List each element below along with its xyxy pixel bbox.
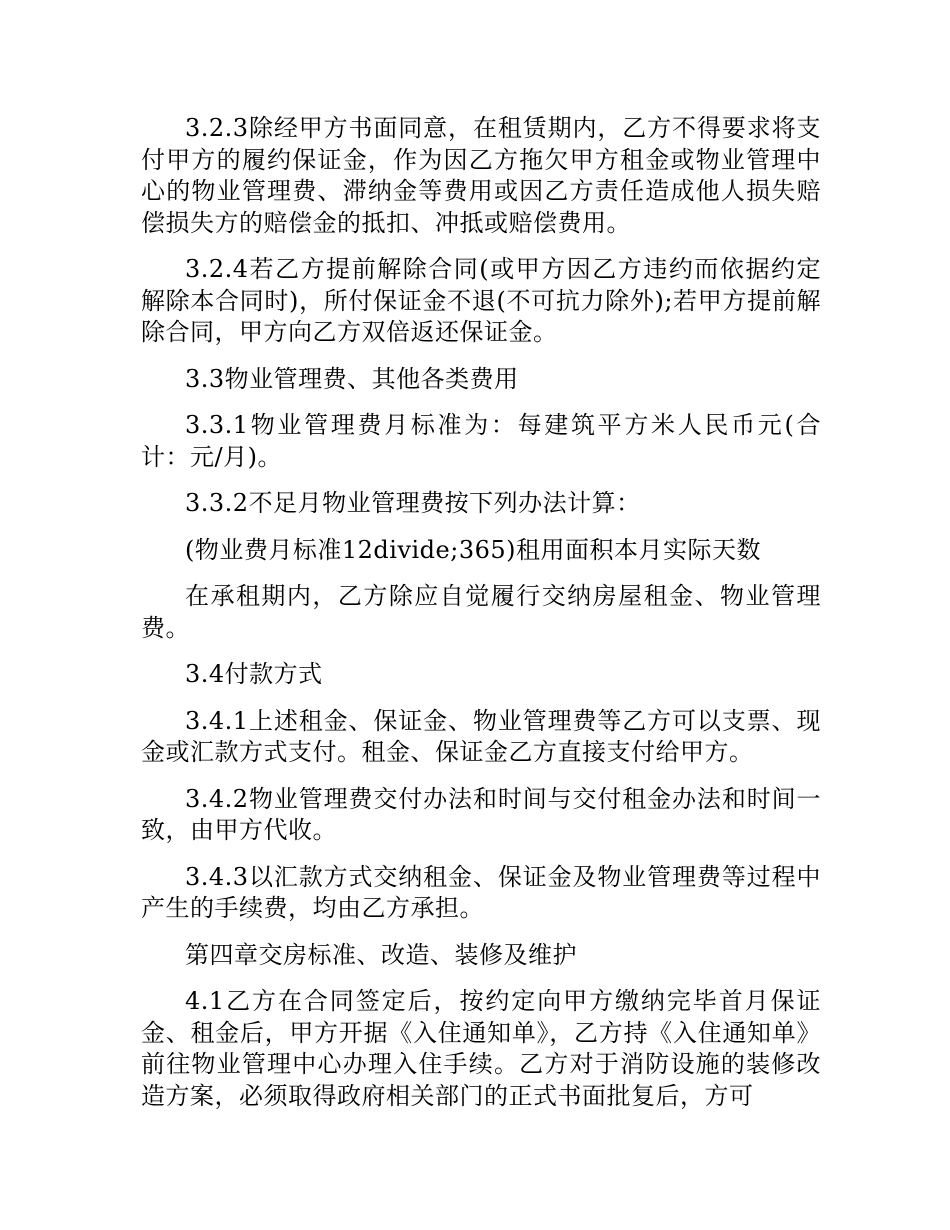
paragraph-3-4-1: 3.4.1上述租金、保证金、物业管理费等乙方可以支票、现金或汇款方式支付。租金、保证金乙方直接支付给甲方。 [141, 706, 821, 766]
paragraph-obligations: 在承租期内，乙方除应自觉履行交纳房屋租金、物业管理费。 [141, 582, 821, 642]
paragraph-3-4-3: 3.4.3以汇款方式交纳租金、保证金及物业管理费等过程中产生的手续费，均由乙方承担。 [141, 862, 821, 922]
document-body [141, 113, 821, 1127]
paragraph-3-4-2: 3.4.2物业管理费交付办法和时间与交付租金办法和时间一致，由甲方代收。 [141, 784, 821, 844]
paragraph-3-2-3: 3.2.3除经甲方书面同意，在租赁期内，乙方不得要求将支付甲方的履约保证金，作为因乙方拖欠甲方租金或物业管理中心的物业管理费、滞纳金等费用或因乙方责任造成他人损失赔偿损失方的赔偿金的抵扣、冲抵或赔偿费用。 [141, 114, 821, 237]
paragraph-3-3-2: 3.3.2不足月物业管理费按下列办法计算： [185, 489, 641, 517]
paragraph-3-2-4: 3.2.4若乙方提前解除合同(或甲方因乙方违约而依据约定解除本合同时)，所付保证金不退(不可抗力除外);若甲方提前解除合同，甲方向乙方双倍返还保证金。 [141, 255, 821, 346]
section-heading-3-4: 3.4付款方式 [185, 660, 323, 688]
paragraph-3-3-1: 3.3.1物业管理费月标准为：每建筑平方米人民币元(合计：元/月)。 [141, 411, 821, 471]
chapter-heading-4: 第四章交房标准、改造、装修及维护 [185, 940, 577, 969]
paragraph-4-1: 4.1乙方在合同签定后，按约定向甲方缴纳完毕首月保证金、租金后，甲方开据《入住通知单》，乙方持《入住通知单》前往物业管理中心办理入住手续。乙方对于消防设施的装修改造方案，必须取得政府相关部门的正式书面批复后，方可 [141, 987, 821, 1110]
formula-line: (物业费月标准12divide;365)租用面积本月实际天数 [185, 535, 761, 564]
section-heading-3-3: 3.3物业管理费、其他各类费用 [185, 364, 519, 393]
